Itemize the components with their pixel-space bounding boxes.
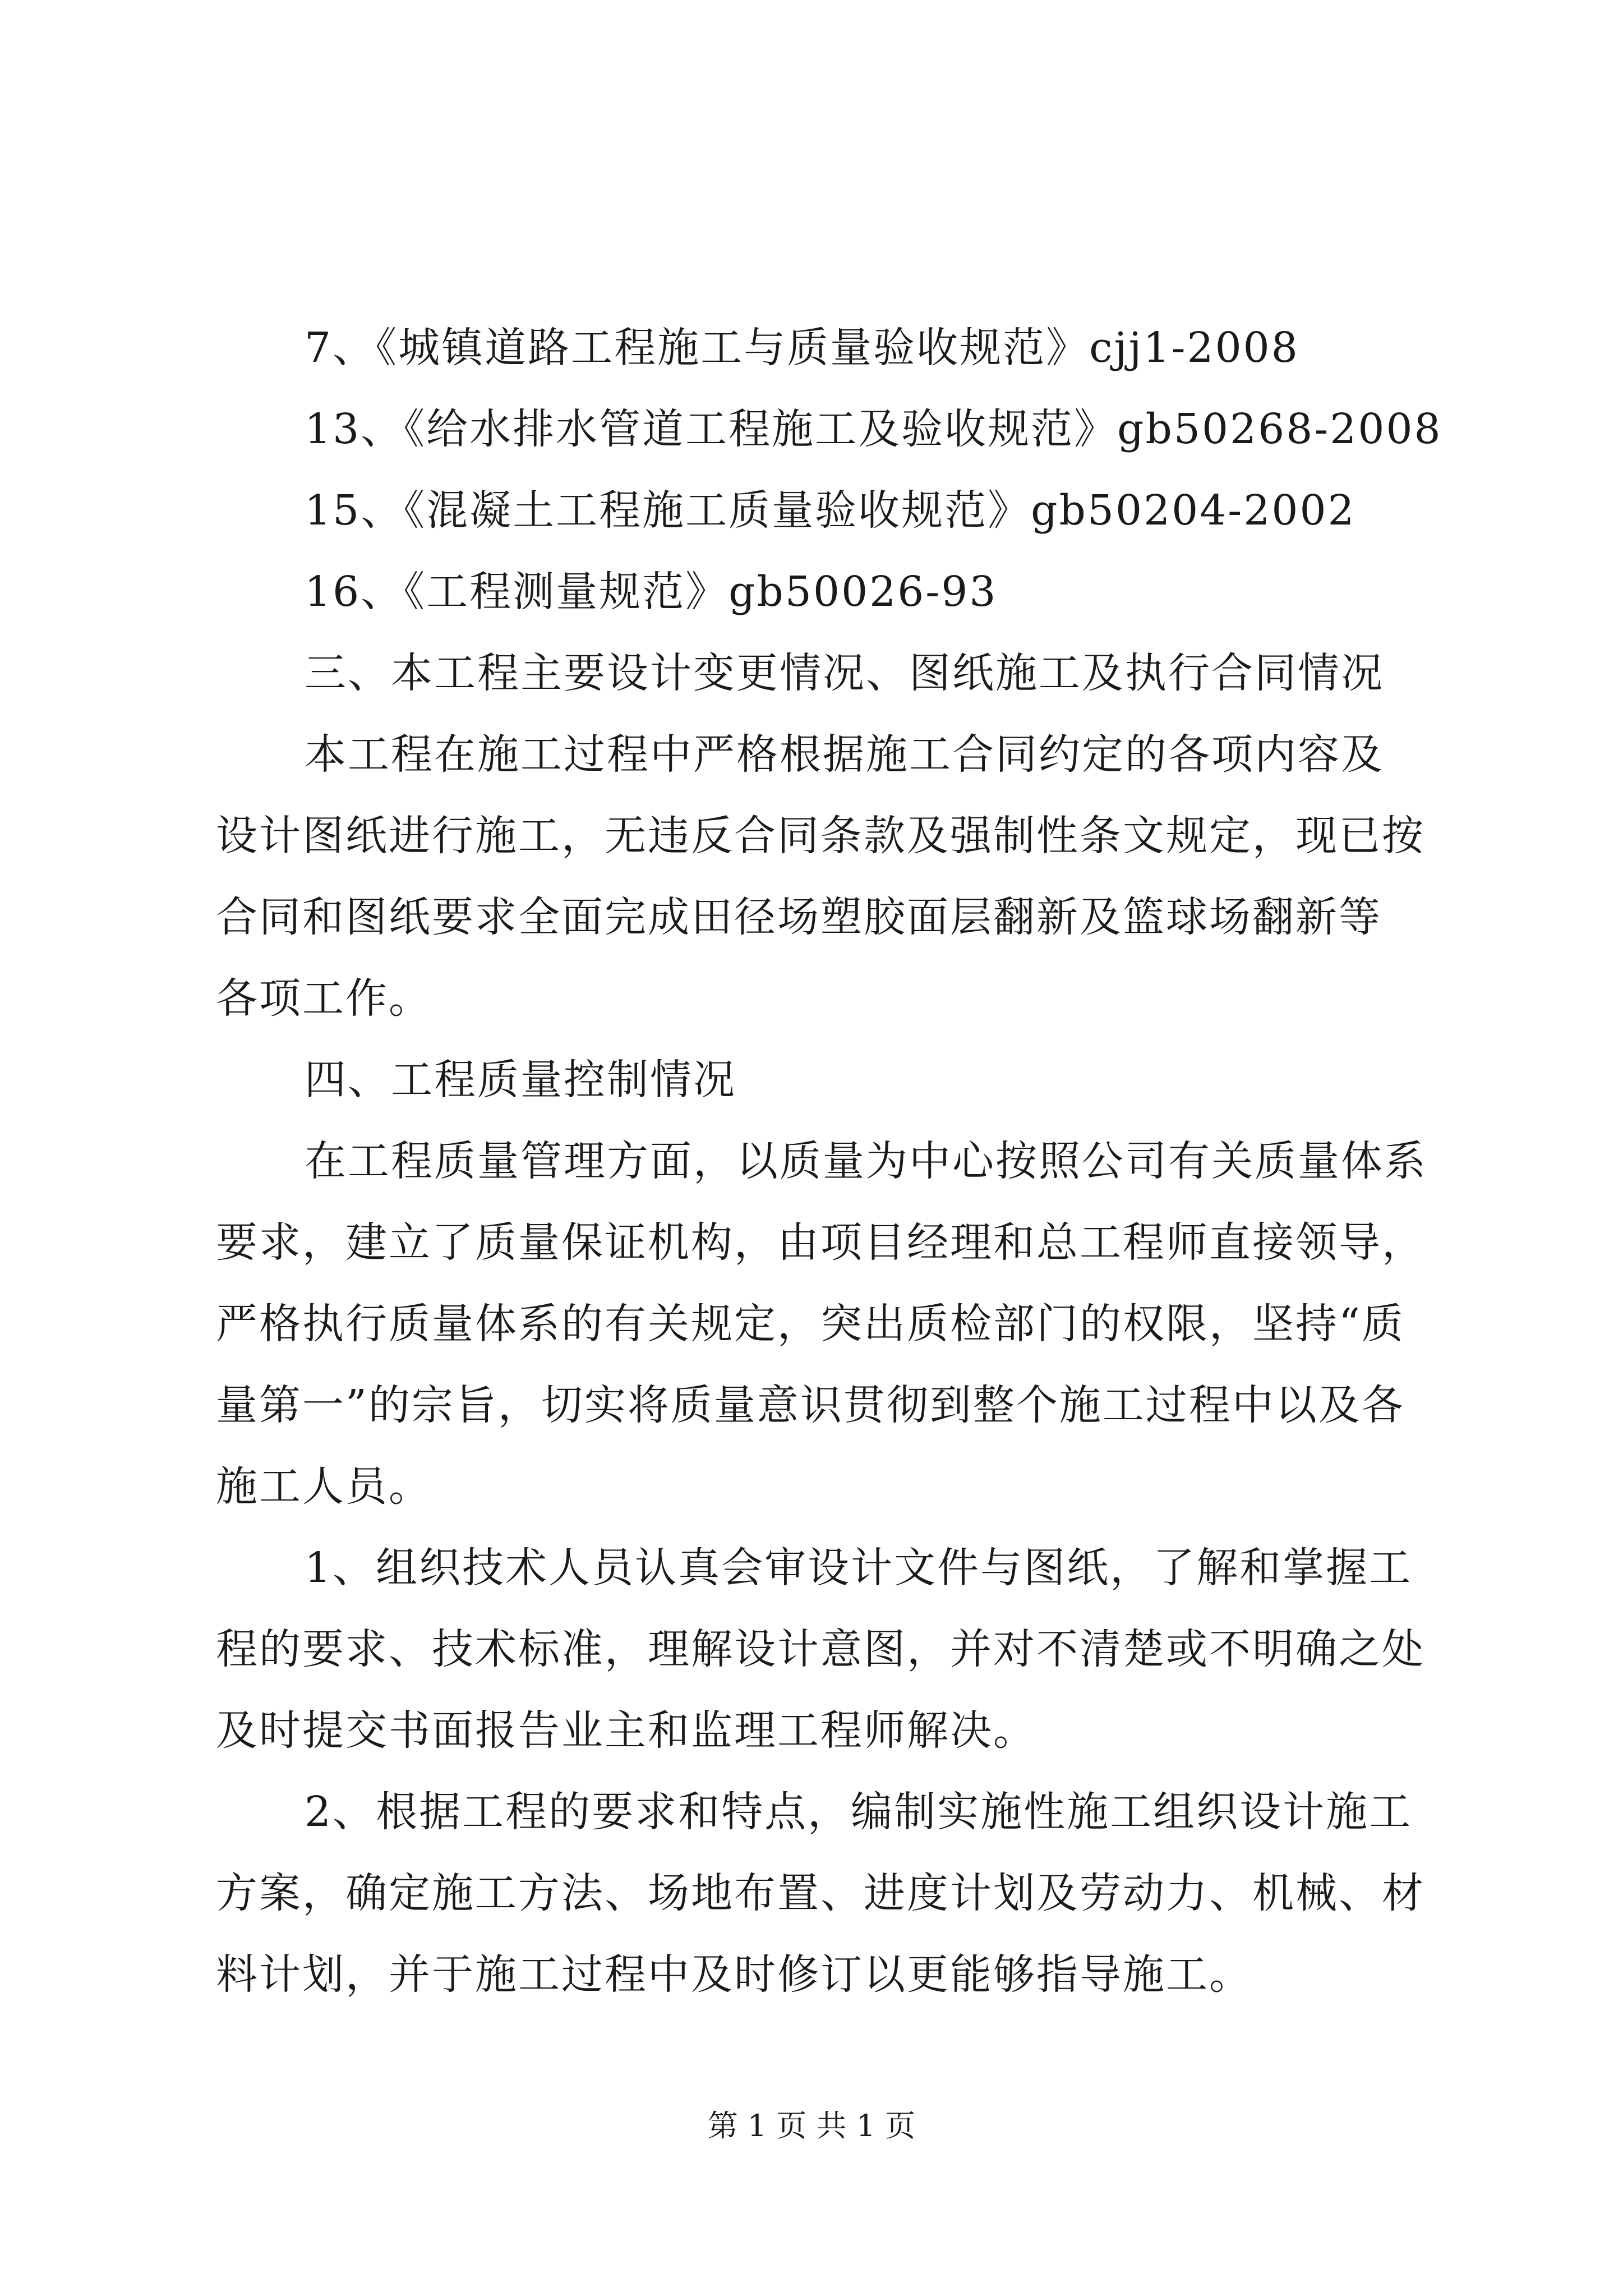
body-text (216, 307, 1442, 2016)
text-line: 严格执行质量体系的有关规定，突出质检部门的权限，坚持“质 (216, 1300, 1405, 1348)
text-line: 在工程质量管理方面，以质量为中心按照公司有关质量体系 (305, 1137, 1427, 1185)
text-line: 方案，确定施工方法、场地布置、进度计划及劳动力、机械、材 (216, 1869, 1425, 1917)
text-line: 量第一”的宗旨，切实将质量意识贯彻到整个施工过程中以及各 (216, 1381, 1405, 1429)
text-line: 施工人员。 (216, 1462, 432, 1511)
text-line: 设计图纸进行施工，无违反合同条款及强制性条文规定，现已按 (216, 812, 1425, 860)
page-footer: 第 1 页 共 1 页 (707, 2108, 916, 2143)
text-line: 及时提交书面报告业主和监理工程师解决。 (216, 1706, 1036, 1755)
text-line: 16、《工程测量规范》gb50026-93 (305, 568, 998, 616)
text-line: 2、根据工程的要求和特点，编制实施性施工组织设计施工 (305, 1788, 1413, 1836)
text-line: 15、《混凝土工程施工质量验收规范》gb50204-2002 (305, 486, 1356, 535)
text-line: 本工程在施工过程中严格根据施工合同约定的各项内容及 (305, 730, 1384, 779)
text-line: 13、《给水排水管道工程施工及验收规范》gb50268-2008 (305, 405, 1442, 453)
text-line: 1、组织技术人员认真会审设计文件与图纸，了解和掌握工 (305, 1544, 1413, 1592)
text-line: 7、《城镇道路工程施工与质量验收规范》cjj1-2008 (305, 324, 1299, 372)
section-heading: 四、工程质量控制情况 (305, 1056, 736, 1104)
text-line: 料计划，并于施工过程中及时修订以更能够指导施工。 (216, 1950, 1252, 1999)
text-line: 合同和图纸要求全面完成田径场塑胶面层翻新及篮球场翻新等 (216, 893, 1382, 941)
text-line: 各项工作。 (216, 974, 432, 1023)
text-line: 程的要求、技术标准，理解设计意图，并对不清楚或不明确之处 (216, 1625, 1425, 1673)
text-line: 要求，建立了质量保证机构，由项目经理和总工程师直接领导， (216, 1218, 1425, 1267)
section-heading: 三、本工程主要设计变更情况、图纸施工及执行合同情况 (305, 649, 1384, 697)
